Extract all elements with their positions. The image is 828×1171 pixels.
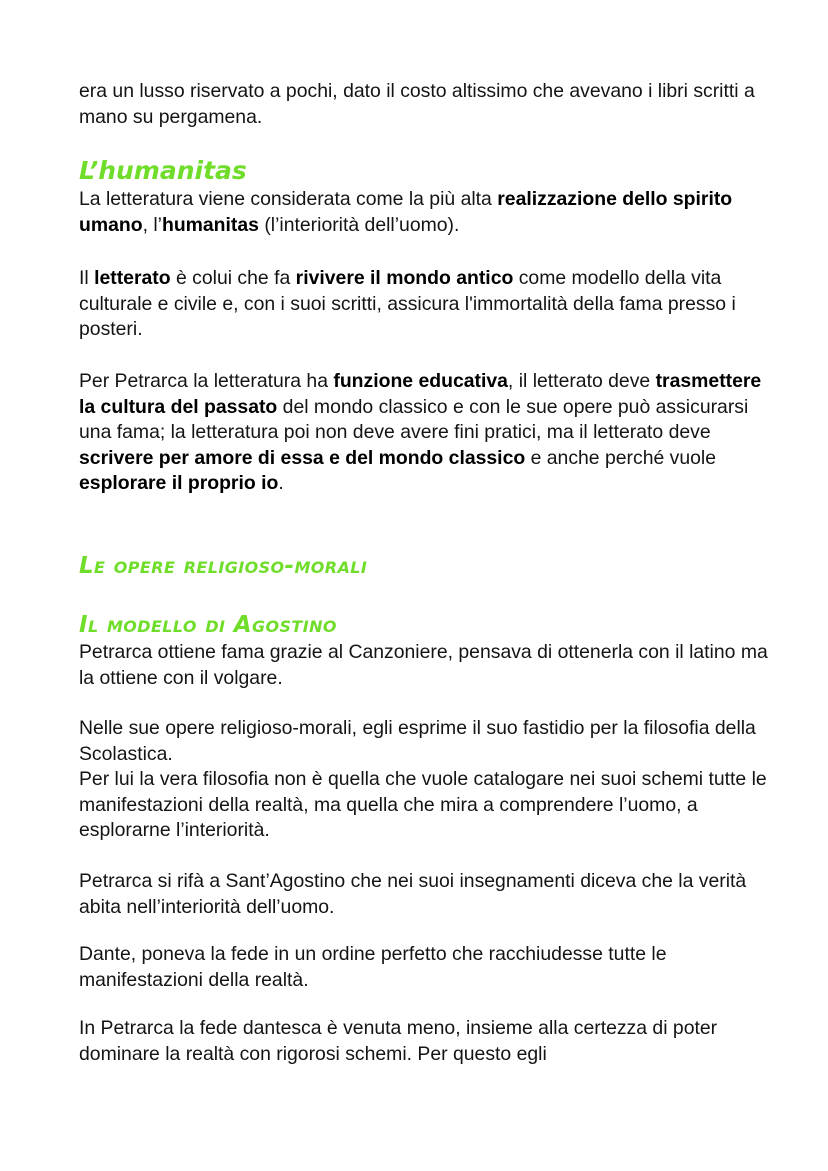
humanitas-paragraph-1: La letteratura viene considerata come la più alta realizzazione dello spirito umano, l’humanitas (l’interiorità dell’uomo).	[79, 188, 733, 236]
agostino-paragraph-5: In Petrarca la fede dantesca è venuta meno, insieme alla certezza di poter dominare la realtà con rigorosi schemi. Per questo egli	[79, 1017, 718, 1065]
agostino-paragraph-1: Petrarca ottiene fama grazie al Canzoniere, pensava di ottenerla con il latino ma la ottiene con il volgare.	[79, 641, 768, 689]
heading-opere-religioso-morali: Le opere religioso-morali	[79, 553, 368, 579]
heading-modello-agostino: Il modello di Agostino	[79, 612, 337, 638]
intro-paragraph: era un lusso riservato a pochi, dato il costo altissimo che avevano i libri scritti a mano su pergamena.	[79, 80, 755, 128]
agostino-paragraph-2a: Nelle sue opere religioso-morali, egli esprime il suo fastidio per la filosofia della Scolastica.	[79, 717, 756, 765]
heading-humanitas: L’humanitas	[79, 156, 247, 185]
agostino-paragraph-2b: Per lui la vera filosofia non è quella che vuole catalogare nei suoi schemi tutte le manifestazioni della realtà, ma quella che mira a comprendere l’uomo, a esplorarne l’interiorità.	[79, 768, 767, 841]
humanitas-paragraph-3: Per Petrarca la letteratura ha funzione educativa, il letterato deve trasmettere la cultura del passato del mondo classico e con le sue opere può assicurarsi una fama; la letteratura poi non deve avere fini pratici, ma il letterato deve scrivere per amore di essa e del mondo classico e anche perché vuole esplorare il proprio io.	[79, 370, 762, 494]
agostino-paragraph-3: Petrarca si rifà a Sant’Agostino che nei suoi insegnamenti diceva che la verità abita nell’interiorità dell’uomo.	[79, 870, 747, 918]
agostino-paragraph-4: Dante, poneva la fede in un ordine perfetto che racchiudesse tutte le manifestazioni della realtà.	[79, 943, 667, 991]
humanitas-paragraph-2: Il letterato è colui che fa rivivere il mondo antico come modello della vita culturale e civile e, con i suoi scritti, assicura l'immortalità della fama presso i posteri.	[79, 267, 736, 340]
